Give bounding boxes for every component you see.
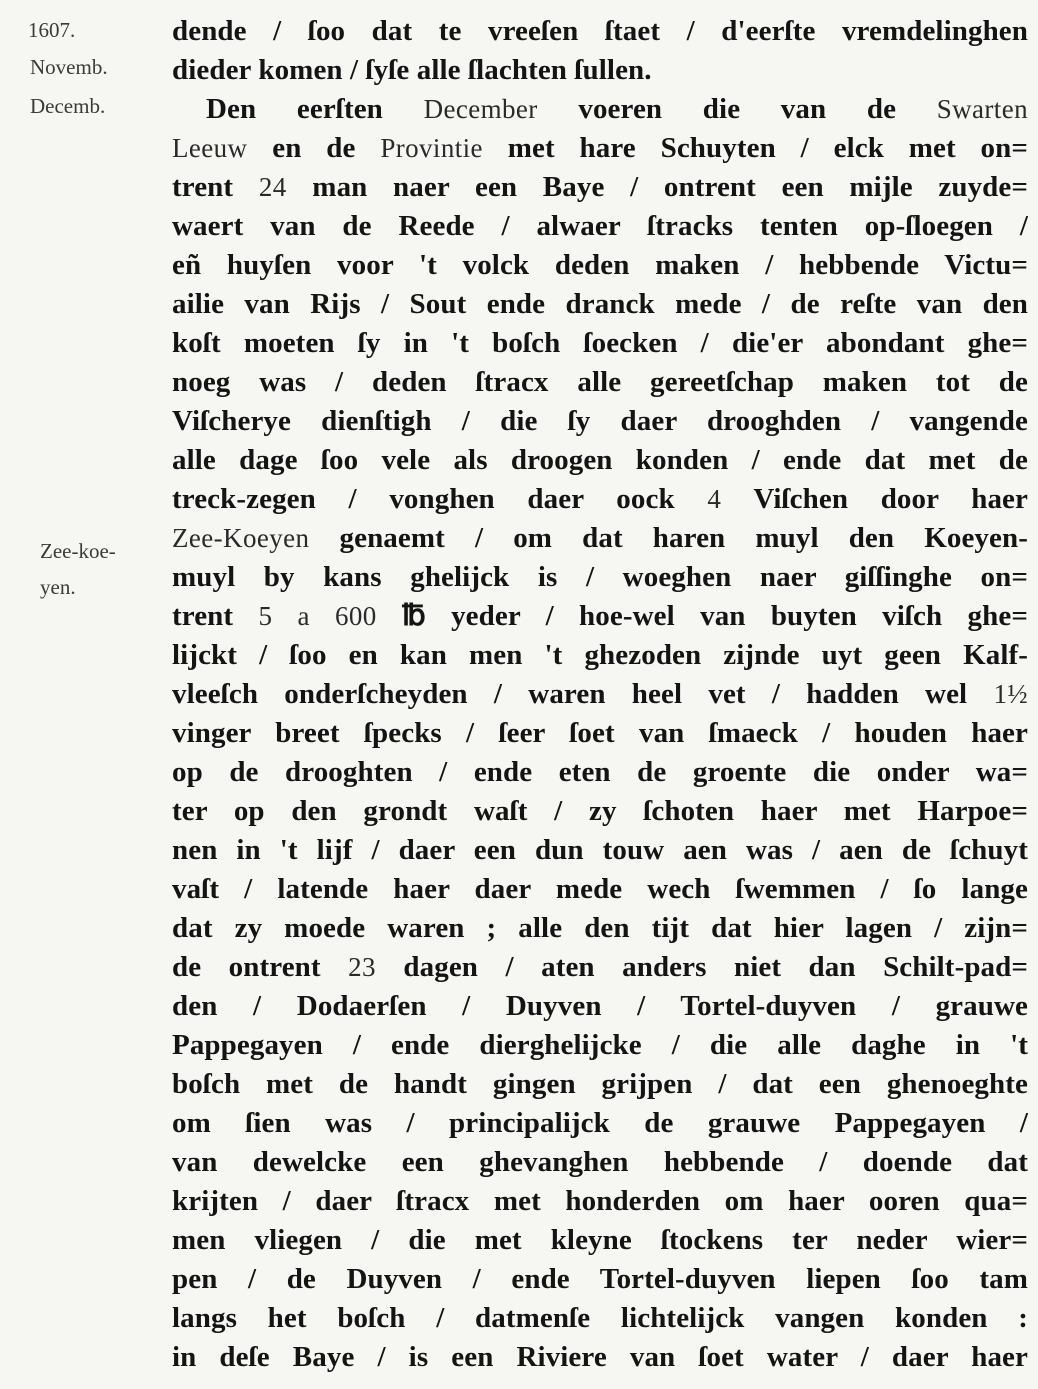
blackletter-text-segment: krijten / daer ſtracx met honderden om haer ooren qua=: [172, 1185, 1028, 1217]
text-line: [172, 1065, 1028, 1104]
margin-note-year: 1607.: [28, 18, 76, 42]
text-line: [172, 870, 1028, 909]
text-line: [172, 519, 1028, 558]
blackletter-text-segment: vinger breet ſpecks / ſeer ſoet van ſmaeck / houden haer: [172, 717, 1028, 749]
text-line: [172, 363, 1028, 402]
blackletter-text-segment: ℔ yeder / hoe-wel van buyten viſch ghe=: [376, 600, 1028, 632]
main-text-column: [172, 12, 1028, 1377]
text-line: [172, 285, 1028, 324]
roman-text-segment: 23: [348, 952, 376, 982]
blackletter-text-segment: lijckt / ſoo en kan men 't ghezoden zijnde uyt geen Kalf-: [172, 639, 1028, 671]
text-line: [172, 597, 1028, 636]
blackletter-text-segment: de ontrent: [172, 951, 349, 983]
blackletter-text-segment: op de drooghten / ende eten de groente die onder wa=: [172, 756, 1028, 788]
blackletter-text-segment: om ſien was / principalijck de grauwe Pappegayen /: [172, 1107, 1028, 1139]
text-line: [172, 948, 1028, 987]
blackletter-text-segment: met hare Schuyten / elck met on=: [482, 132, 1028, 164]
blackletter-text-segment: Viſcherye dienſtigh / die ſy daer drooghden / vangende: [172, 405, 1028, 437]
text-line: [172, 714, 1028, 753]
roman-text-segment: 4: [707, 484, 722, 514]
blackletter-text-segment: en de: [247, 132, 381, 164]
roman-text-segment: 24: [258, 172, 287, 202]
text-line: [172, 324, 1028, 363]
text-line: [172, 636, 1028, 675]
blackletter-text-segment: waert van de Reede / alwaer ſtracks tenten op-ſloegen /: [172, 210, 1028, 242]
text-line: [172, 831, 1028, 870]
text-line: [172, 558, 1028, 597]
text-line: [172, 909, 1028, 948]
text-line: [172, 480, 1028, 519]
blackletter-text-segment: genaemt / om dat haren muyl den Koeyen-: [309, 522, 1028, 554]
text-line: [172, 1026, 1028, 1065]
text-line: [172, 753, 1028, 792]
blackletter-text-segment: den / Dodaerſen / Duyven / Tortel-duyven / grauwe: [172, 990, 1028, 1022]
text-line: [172, 168, 1028, 207]
blackletter-text-segment: pen / de Duyven / ende Tortel-duyven liepen ſoo tam: [172, 1263, 1028, 1295]
roman-text-segment: 5 a 600: [258, 601, 377, 631]
blackletter-text-segment: trent: [172, 600, 259, 632]
blackletter-text-segment: men vliegen / die met kleyne ſtockens ter neder wier=: [172, 1224, 1028, 1256]
roman-text-segment: Swarten: [936, 94, 1028, 124]
blackletter-text-segment: ter op den grondt waſt / zy ſchoten haer met Harpoe=: [172, 795, 1028, 827]
blackletter-text-segment: Den eerſten: [206, 93, 424, 125]
roman-text-segment: December: [423, 94, 538, 124]
text-line: [172, 987, 1028, 1026]
text-line: [172, 792, 1028, 831]
roman-text-segment: Provintie: [380, 133, 483, 163]
margin-note-topic-continued: yen.: [40, 575, 76, 599]
blackletter-text-segment: van dewelcke een ghevanghen hebbende / doende dat: [172, 1146, 1028, 1178]
text-line: [172, 1221, 1028, 1260]
margin-note-topic: Zee-koe-: [40, 539, 116, 563]
text-line: [172, 1260, 1028, 1299]
blackletter-text-segment: voeren die van de: [537, 93, 937, 125]
blackletter-text-segment: noeg was / deden ſtracx alle gereetſchap maken tot de: [172, 366, 1028, 398]
blackletter-text-segment: Viſchen door haer: [721, 483, 1028, 515]
roman-text-segment: 1½: [993, 679, 1028, 709]
blackletter-text-segment: dende / ſoo dat te vreeſen ſtaet / d'eerſte vremdelinghen: [172, 15, 1028, 47]
margin-note-month-december: Decemb.: [30, 94, 106, 118]
blackletter-text-segment: treck-zegen / vonghen daer oock: [172, 483, 708, 515]
blackletter-text-segment: muyl by kans ghelijck is / woeghen naer giſſinghe on=: [172, 561, 1028, 593]
blackletter-text-segment: man naer een Baye / ontrent een mijle zuyde=: [286, 171, 1028, 203]
margin-note-month-november: Novemb.: [30, 55, 108, 79]
blackletter-text-segment: alle dage ſoo vele als droogen konden / ende dat met de: [172, 444, 1028, 476]
text-line: [172, 207, 1028, 246]
blackletter-text-segment: vleeſch onderſcheyden / waren heel vet / hadden wel: [172, 678, 994, 710]
blackletter-text-segment: ailie van Rijs / Sout ende dranck mede / de reſte van den: [172, 288, 1028, 320]
blackletter-text-segment: eñ huyſen voor 't volck deden maken / hebbende Victu=: [172, 249, 1028, 281]
blackletter-text-segment: dagen / aten anders niet dan Schilt-pad=: [375, 951, 1028, 983]
blackletter-text-segment: boſch met de handt gingen grijpen / dat een ghenoeghte: [172, 1068, 1028, 1100]
blackletter-text-segment: trent: [172, 171, 259, 203]
blackletter-text-segment: langs het boſch / datmenſe lichtelijck vangen konden :: [172, 1302, 1028, 1334]
text-line: [172, 441, 1028, 480]
text-line: [172, 90, 1028, 129]
blackletter-text-segment: in deſe Baye / is een Riviere van ſoet water / daer haer: [172, 1341, 1028, 1373]
text-line: [172, 12, 1028, 51]
text-line: [172, 129, 1028, 168]
blackletter-text-segment: dat zy moede waren ; alle den tijt dat hier lagen / zijn=: [172, 912, 1028, 944]
text-line: [172, 51, 1028, 90]
text-line: [172, 1338, 1028, 1377]
blackletter-text-segment: Pappegayen / ende dierghelijcke / die alle daghe in 't: [172, 1029, 1028, 1061]
text-line: [172, 402, 1028, 441]
blackletter-text-segment: nen in 't lijf / daer een dun touw aen was / aen de ſchuyt: [172, 834, 1028, 866]
text-line: [172, 1182, 1028, 1221]
roman-text-segment: Zee-Koeyen: [172, 523, 310, 553]
blackletter-text-segment: koſt moeten ſy in 't boſch ſoecken / die'er abondant ghe=: [172, 327, 1028, 359]
text-line: [172, 1143, 1028, 1182]
text-line: [172, 1299, 1028, 1338]
blackletter-text-segment: vaſt / latende haer daer mede wech ſwemmen / ſo lange: [172, 873, 1028, 905]
roman-text-segment: Leeuw: [172, 133, 248, 163]
text-line: [172, 1104, 1028, 1143]
blackletter-text-segment: dieder komen / ſyſe alle ſlachten ſullen.: [172, 54, 652, 86]
text-line: [172, 246, 1028, 285]
text-line: [172, 675, 1028, 714]
